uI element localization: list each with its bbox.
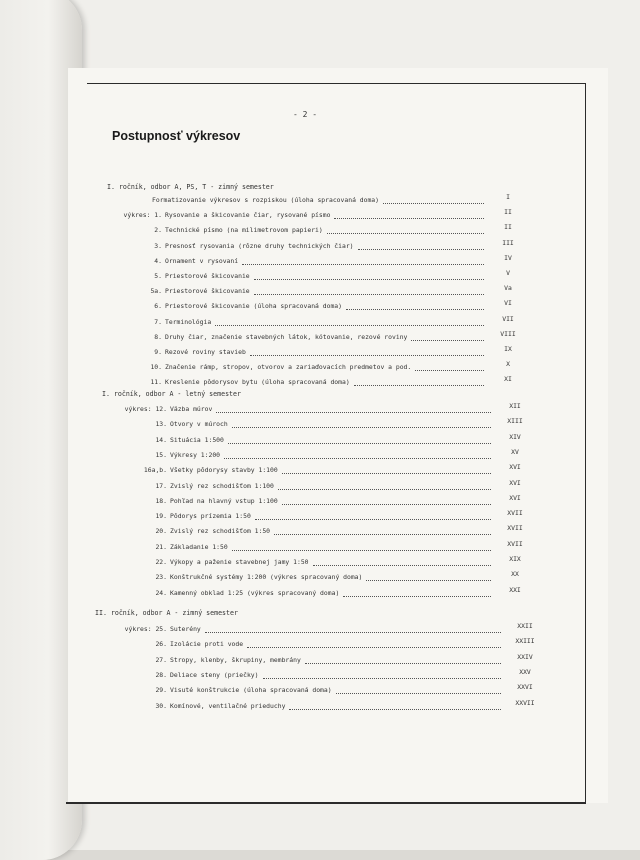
drawing-number: X xyxy=(506,360,510,369)
dot-leader xyxy=(254,292,484,295)
drawing-number: XXIII xyxy=(515,637,535,646)
list-item xyxy=(0,524,640,541)
drawing-number: XVII xyxy=(507,509,523,518)
item-title: Terminológia xyxy=(165,317,212,326)
item-number: 8. xyxy=(154,332,162,341)
page-title: Postupnosť výkresov xyxy=(112,129,241,143)
list-item xyxy=(0,299,640,316)
dot-leader xyxy=(215,323,484,326)
item-title: Konštrukčné systémy 1:200 (výkres spracovaný doma) xyxy=(170,573,363,582)
drawing-number: XIV xyxy=(509,432,521,441)
drawing-number: XVI xyxy=(509,463,521,472)
list-item xyxy=(0,402,640,419)
dot-leader xyxy=(232,425,491,428)
item-number: 3. xyxy=(154,241,162,250)
dot-leader xyxy=(343,594,491,597)
item-number: 17. xyxy=(155,481,167,490)
item-number: 26. xyxy=(155,640,167,649)
item-title: Výkresy 1:200 xyxy=(170,450,221,459)
item-number: 22. xyxy=(155,558,167,566)
dot-leader xyxy=(254,277,484,280)
item-number: 6. xyxy=(154,302,162,311)
list-item xyxy=(0,223,640,240)
item-number: 29. xyxy=(155,686,167,695)
list-item xyxy=(0,417,640,434)
item-number: 14. xyxy=(155,435,167,444)
item-number: 18. xyxy=(155,496,167,505)
section-heading: I. ročník, odbor A - letný semester xyxy=(102,390,241,398)
list-item xyxy=(0,238,640,256)
item-title: Základanie 1:50 xyxy=(170,542,228,551)
dot-leader xyxy=(305,661,501,664)
dot-leader xyxy=(415,368,484,371)
item-number: výkres: 1. xyxy=(123,211,162,220)
item-title: Formatizovanie výkresov s rozpiskou (úloha spracovaná doma) xyxy=(152,196,380,204)
drawing-number: VIII xyxy=(500,329,516,338)
item-title: Značenie rámp, stropov, otvorov a zariaďovacích predmetov a pod. xyxy=(165,363,412,372)
drawing-number: VII xyxy=(502,314,514,323)
list-item xyxy=(0,345,640,362)
drawing-number: II xyxy=(504,208,512,217)
drawing-number: XXI xyxy=(509,585,521,594)
item-number: 5. xyxy=(154,272,162,280)
dot-leader xyxy=(263,676,502,679)
item-title: Zvislý rez schodišťom 1:50 xyxy=(170,527,271,536)
item-title: Výkopy a paženie stavebnej jamy 1:50 xyxy=(170,558,309,566)
dot-leader xyxy=(334,216,484,219)
item-title: Stropy, klenby, škrupiny, membrány xyxy=(170,655,301,664)
drawing-number: XII xyxy=(509,402,521,410)
item-title: Izolácie proti vode xyxy=(170,640,244,649)
list-item xyxy=(0,463,640,480)
dot-leader xyxy=(354,383,484,386)
dot-leader xyxy=(274,532,491,535)
item-title: Rysovanie a škicovanie čiar, rysované písmo xyxy=(165,211,331,220)
list-item xyxy=(0,585,640,603)
drawing-number: V xyxy=(506,269,510,277)
dot-leader xyxy=(282,502,491,505)
dot-leader xyxy=(358,247,484,250)
item-title: Kreslenie pôdorysov bytu (úloha spracovaná doma) xyxy=(165,378,350,387)
item-number: 23. xyxy=(155,573,167,582)
list-item xyxy=(0,570,640,587)
dot-leader xyxy=(228,441,491,444)
drawing-number: I xyxy=(506,193,510,201)
page-number: - 2 - xyxy=(292,110,318,119)
dot-leader xyxy=(250,353,484,356)
item-number: 11. xyxy=(150,378,162,387)
item-title: Ornament v rysovaní xyxy=(165,256,239,265)
list-item xyxy=(0,432,640,450)
item-title: Deliace steny (priečky) xyxy=(170,670,259,679)
dot-leader xyxy=(216,410,491,413)
drawing-number: IV xyxy=(504,253,512,262)
dot-leader xyxy=(278,487,491,490)
drawing-number: VI xyxy=(504,299,512,308)
dot-leader xyxy=(205,630,501,633)
dot-leader xyxy=(336,691,501,694)
list-item xyxy=(0,555,640,572)
dot-leader xyxy=(411,338,484,341)
item-title: Pohľad na hlavný vstup 1:100 xyxy=(170,496,278,505)
item-title: Priestorové škicovanie (úloha spracovaná doma) xyxy=(165,302,342,311)
item-title: Priestorové škicovanie xyxy=(165,272,250,280)
section-heading: I. ročník, odbor A, PS, T - zimný semester xyxy=(107,183,274,191)
drawing-number: XXII xyxy=(517,622,533,630)
item-number: 19. xyxy=(155,512,167,521)
item-number: 16a,b. xyxy=(143,466,167,475)
drawing-number: XXVII xyxy=(515,698,535,707)
item-number: 27. xyxy=(155,655,167,664)
list-item xyxy=(0,509,640,526)
dot-leader xyxy=(313,563,491,566)
dot-leader xyxy=(327,231,484,234)
item-title: Väzba múrov xyxy=(170,405,213,413)
drawing-number: XVI xyxy=(509,478,521,487)
item-title: Všetky pôdorysy stavby 1:100 xyxy=(170,466,278,475)
item-title: Zvislý rez schodišťom 1:100 xyxy=(170,481,274,490)
list-item xyxy=(0,375,640,392)
item-number: výkres: 25. xyxy=(124,625,167,633)
list-item xyxy=(0,478,640,496)
item-title: Druhy čiar, značenie stavebných látok, kótovanie, rezové roviny xyxy=(165,332,408,341)
item-number: 20. xyxy=(155,527,167,536)
item-number: 9. xyxy=(154,348,162,356)
drawing-number: XIX xyxy=(509,555,521,563)
drawing-number: XI xyxy=(504,375,512,384)
list-item xyxy=(0,208,640,225)
dot-leader xyxy=(346,307,484,310)
drawing-number: XIII xyxy=(507,417,523,426)
item-title: Pôdorys prízemia 1:50 xyxy=(170,512,251,521)
item-number: 10. xyxy=(150,363,162,372)
item-number: výkres: 12. xyxy=(124,405,167,413)
list-item xyxy=(0,447,640,465)
dot-leader xyxy=(255,517,491,520)
item-title: Presnosť rysovania (rôzne druhy technických čiar) xyxy=(165,241,354,250)
drawing-number: XVII xyxy=(507,539,523,548)
item-number: 15. xyxy=(155,450,167,459)
item-title: Technické písmo (na milimetrovom papieri) xyxy=(165,226,323,235)
drawing-number: XVI xyxy=(509,493,521,502)
drawing-number: XVII xyxy=(507,524,523,533)
dot-leader xyxy=(289,707,501,710)
item-title: Suterény xyxy=(170,625,201,633)
dot-leader xyxy=(383,201,484,204)
list-item xyxy=(0,329,640,347)
item-number: 30. xyxy=(155,701,167,710)
item-title: Situácia 1:500 xyxy=(170,435,224,444)
item-number: 4. xyxy=(154,256,162,265)
drawing-number: XXIV xyxy=(517,652,533,661)
list-item xyxy=(0,314,640,332)
item-title: Priestorové škicovanie xyxy=(165,287,250,296)
item-title: Komínové, ventilačné prieduchy xyxy=(170,701,286,710)
list-item xyxy=(0,193,640,210)
drawing-number: XXV xyxy=(519,667,531,676)
drawing-number: III xyxy=(502,238,514,247)
item-number: 2. xyxy=(154,226,162,235)
item-number: 24. xyxy=(155,588,167,597)
item-number: 7. xyxy=(154,317,162,326)
list-item xyxy=(0,269,640,286)
dot-leader xyxy=(282,471,491,474)
list-item xyxy=(0,253,640,271)
item-title: Otvory v múroch xyxy=(170,420,228,429)
list-item xyxy=(0,539,640,557)
list-item xyxy=(0,284,640,301)
drawing-number: Va xyxy=(504,284,512,293)
item-number: 21. xyxy=(155,542,167,551)
drawing-number: XXVI xyxy=(517,683,533,692)
item-title: Rezové roviny stavieb xyxy=(165,348,246,356)
list-item xyxy=(0,698,640,716)
drawing-number: XX xyxy=(511,570,519,579)
item-number: 13. xyxy=(155,420,167,429)
dot-leader xyxy=(224,456,491,459)
dot-leader xyxy=(366,578,491,581)
list-item xyxy=(0,360,640,377)
dot-leader xyxy=(242,262,484,265)
item-number: 28. xyxy=(155,670,167,679)
list-item xyxy=(0,493,640,511)
item-title: Kamenný obklad 1:25 (výkres spracovaný doma) xyxy=(170,588,340,597)
dot-leader xyxy=(232,548,491,551)
drawing-number: II xyxy=(504,223,512,232)
item-title: Visuté konštrukcie (úloha spracovaná doma) xyxy=(170,686,332,695)
item-number: 5a. xyxy=(150,287,162,296)
dot-leader xyxy=(247,645,501,648)
drawing-number: XV xyxy=(511,447,519,456)
drawing-number: IX xyxy=(504,345,512,353)
drawing-frame-bottom xyxy=(66,802,586,804)
section-heading: II. ročník, odbor A - zimný semester xyxy=(95,609,238,617)
